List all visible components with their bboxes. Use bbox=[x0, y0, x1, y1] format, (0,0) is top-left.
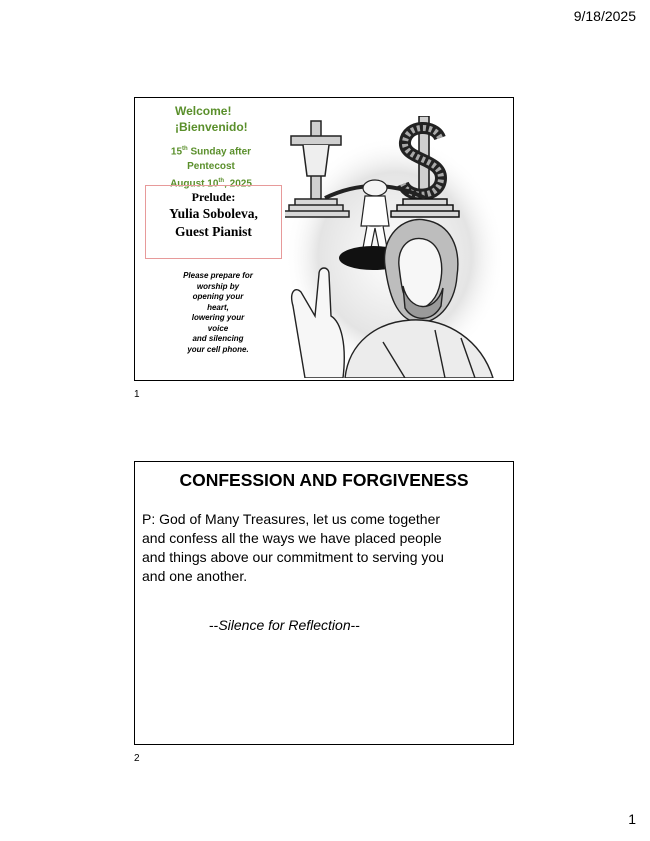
prep-line: voice bbox=[207, 323, 229, 333]
silence-instruction bbox=[209, 617, 360, 633]
confession-line: and one another. bbox=[142, 568, 248, 584]
confession-line: and confess all the ways we have placed people bbox=[142, 530, 442, 546]
confession-line: and things above our commitment to serving you bbox=[142, 549, 444, 565]
welcome-spanish: ¡Bienvenido! bbox=[175, 120, 248, 134]
prelude-performer: Yulia Soboleva, bbox=[169, 206, 258, 221]
slide-number: 2 bbox=[134, 753, 140, 764]
page-number: 1 bbox=[628, 811, 636, 827]
date-suffix: th bbox=[218, 178, 225, 185]
sunday-ordinal: 15 bbox=[170, 146, 183, 158]
prep-line: lowering your bbox=[191, 313, 245, 322]
silence-dash-open: -- bbox=[209, 617, 219, 633]
slide-2 bbox=[134, 461, 514, 745]
confession-line: P: God of Many Treasures, let us come together bbox=[142, 511, 441, 527]
sunday-line2: Pentecost bbox=[187, 161, 235, 173]
prelude-box bbox=[145, 185, 282, 259]
prep-line: Please prepare for bbox=[183, 271, 253, 280]
silence-dash-close: -- bbox=[350, 617, 360, 633]
jesus-cross-dollar-illustration bbox=[285, 116, 507, 378]
worship-prep-note bbox=[163, 271, 273, 355]
date-prefix: August 10 bbox=[170, 178, 219, 190]
silence-text: Silence for Reflection bbox=[218, 617, 351, 633]
prep-line: and silencing bbox=[192, 334, 244, 343]
prep-line: worship by bbox=[196, 281, 240, 291]
prep-line: heart, bbox=[207, 302, 229, 312]
slide-title: CONFESSION AND FORGIVENESS bbox=[179, 470, 469, 490]
welcome-text bbox=[175, 103, 248, 135]
prelude-role: Guest Pianist bbox=[175, 224, 252, 239]
prelude-heading: Prelude: bbox=[191, 190, 236, 204]
welcome-english: Welcome! bbox=[175, 104, 232, 118]
sunday-label: Sunday after bbox=[187, 146, 252, 158]
prep-line: your cell phone. bbox=[187, 344, 249, 354]
slide-number: 1 bbox=[134, 389, 140, 400]
sunday-ordinal-suffix: th bbox=[182, 146, 188, 152]
prep-line: opening your bbox=[192, 292, 244, 301]
print-date: 9/18/2025 bbox=[573, 8, 636, 24]
confession-text bbox=[142, 510, 502, 586]
slide-1 bbox=[134, 97, 514, 381]
date-year: , 2025 bbox=[224, 178, 252, 190]
